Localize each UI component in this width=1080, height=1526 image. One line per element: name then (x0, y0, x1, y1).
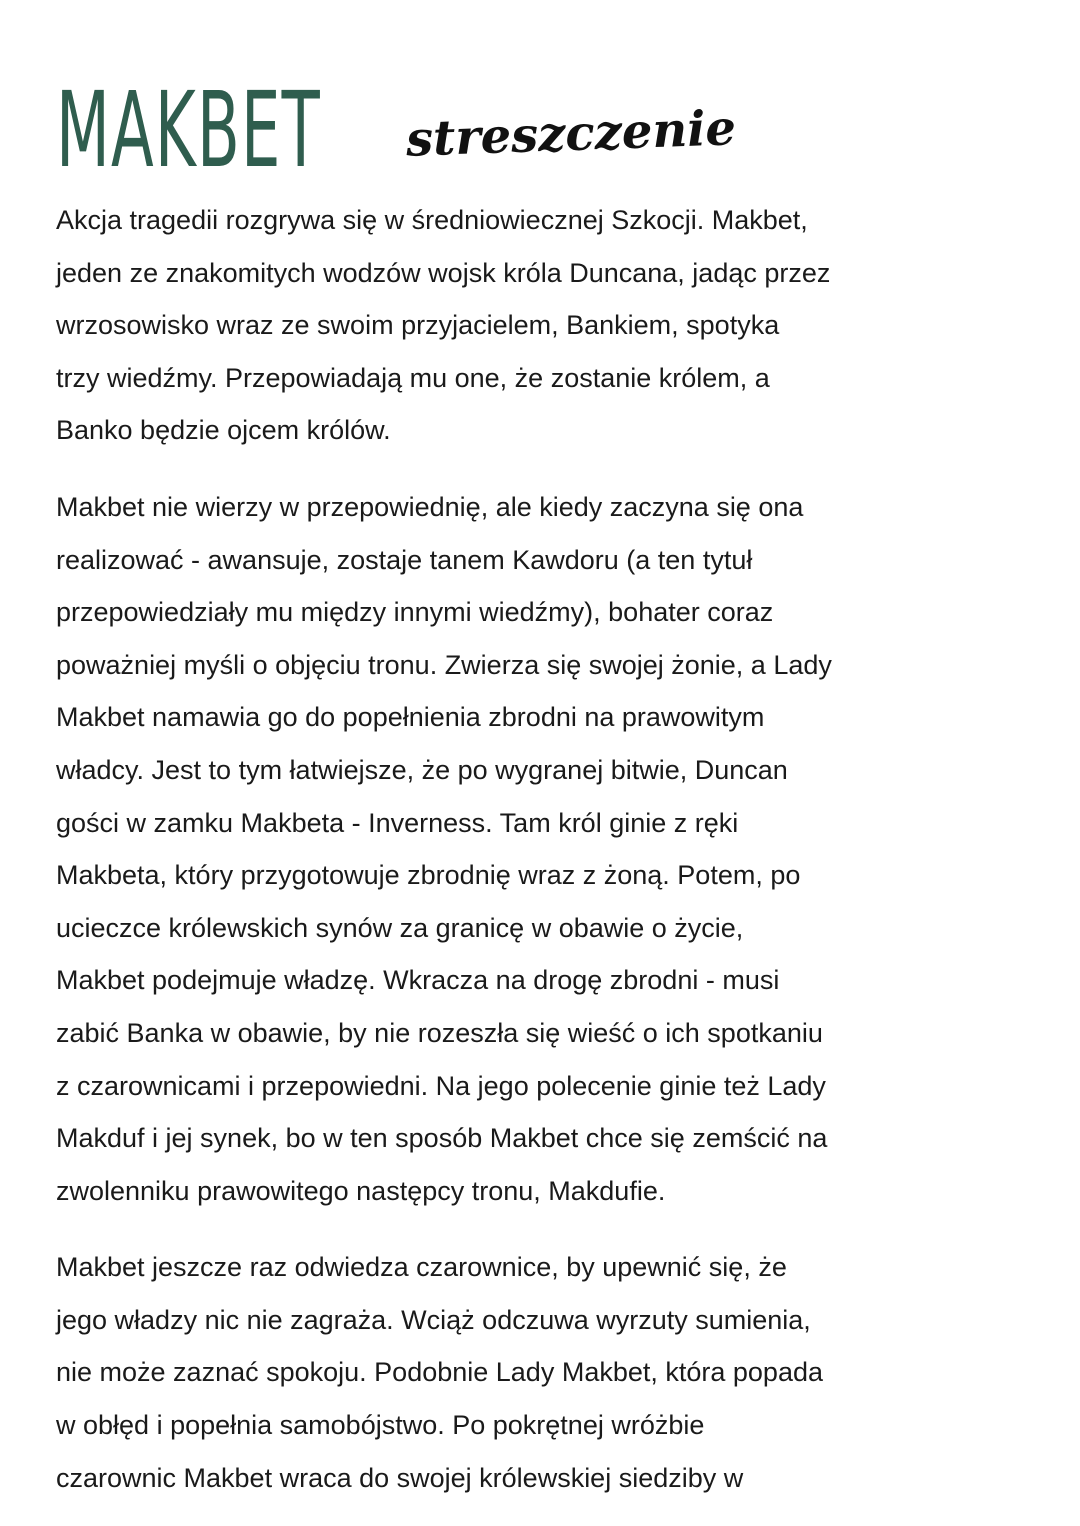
text-line: realizować - awansuje, zostaje tanem Kawdoru (a ten tytuł (56, 544, 753, 575)
text-line: Makbet namawia go do popełnienia zbrodni na prawowitym (56, 702, 765, 733)
text-line: trzy wiedźmy. Przepowiadają mu one, że zostanie królem, a (56, 362, 770, 393)
text-line: wrzosowisko wraz ze swoim przyjacielem, Bankiem, spotyka (56, 310, 780, 341)
text-line: Makduf i jej synek, bo w ten sposób Makbet chce się zemścić na (56, 1123, 828, 1154)
summary-text (56, 194, 1036, 1526)
text-line: Makbet nie wierzy w przepowiednię, ale kiedy zaczyna się ona (56, 491, 804, 522)
text-line: jego władzy nic nie zagraża. Wciąż odczuwa wyrzuty sumienia, (56, 1304, 811, 1335)
text-line: Makbeta, który przygotowuje zbrodnię wraz z żoną. Potem, po (56, 860, 801, 891)
text-line: czarownic Makbet wraca do swojej królewskiej siedziby w (56, 1462, 744, 1493)
title-row (56, 62, 737, 191)
text-line: jeden ze znakomitych wodzów wojsk króla Duncana, jadąc przez (56, 257, 831, 288)
text-line: w obłęd i popełnia samobójstwo. Po pokrętnej wróżbie (56, 1410, 705, 1441)
text-line: Akcja tragedii rozgrywa się w średniowiecznej Szkocji. Makbet, (56, 205, 808, 235)
paragraph (56, 194, 1036, 457)
text-line: ucieczce królewskich synów za granicę w obawie o życie, (56, 912, 744, 943)
text-line: przepowiedziały mu między innymi wiedźmy), bohater coraz (56, 597, 774, 628)
text-line: zabić Banka w obawie, by nie rozeszła się wieść o ich spotkaniu (56, 1017, 823, 1048)
text-line: zwolenniku prawowitego następcy tronu, Makdufie. (56, 1175, 666, 1206)
text-line: Banko będzie ojcem królów. (56, 415, 391, 446)
text-line: władcy. Jest to tym łatwiejsze, że po wygranej bitwie, Duncan (56, 754, 788, 785)
text-line: gości w zamku Makbeta - Inverness. Tam król ginie z ręki (56, 807, 739, 838)
text-line: nie może zaznać spokoju. Podobnie Lady Makbet, która popada (56, 1357, 823, 1388)
text-line: Makbet podejmuje władzę. Wkracza na drogę zbrodni - musi (56, 965, 780, 996)
paragraph (56, 1241, 1036, 1504)
page-title: MAKBET (56, 69, 322, 191)
text-line: poważniej myśli o objęciu tronu. Zwierza się swojej żonie, a Lady (56, 649, 832, 680)
text-line: z czarownicami i przepowiedni. Na jego polecenie ginie też Lady (56, 1070, 826, 1101)
page-subtitle: streszczenie (405, 100, 737, 168)
text-line: Makbet jeszcze raz odwiedza czarownice, by upewnić się, że (56, 1252, 787, 1283)
paragraph (56, 481, 1036, 1217)
